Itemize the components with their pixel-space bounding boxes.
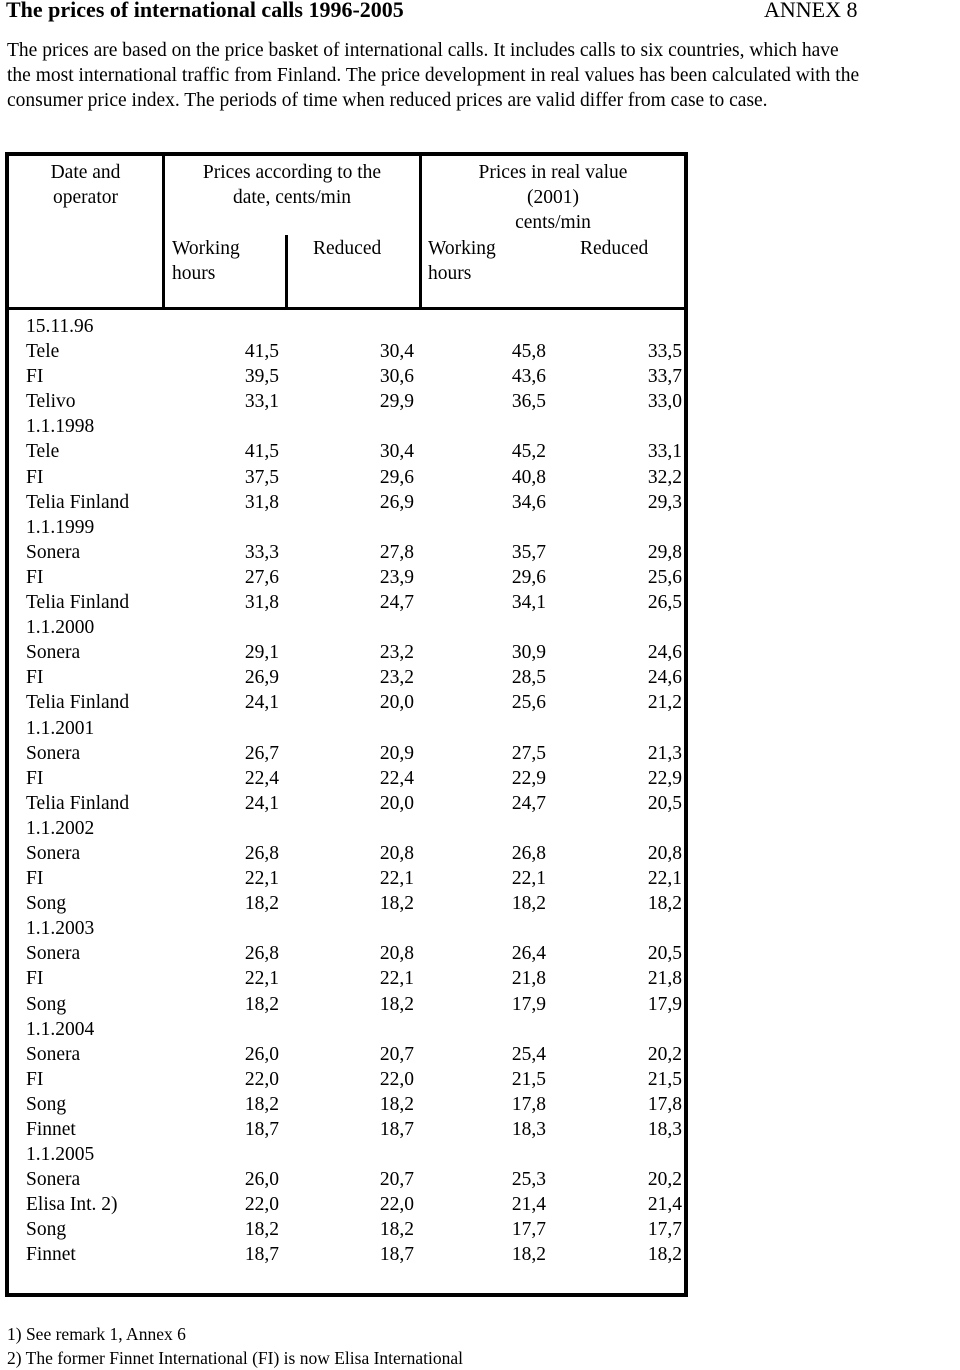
row-label: Sonera	[26, 842, 81, 864]
table-row	[9, 766, 692, 791]
real-reduced: 17,7	[647, 1219, 682, 1241]
real-reduced: 32,2	[647, 466, 682, 488]
real-reduced: 17,8	[647, 1093, 682, 1115]
row-label: 1.1.2001	[26, 717, 95, 739]
table-row	[9, 916, 692, 941]
real-working-hours: 28,5	[511, 667, 546, 689]
row-label: Sonera	[26, 1043, 81, 1065]
row-label: FI	[26, 466, 44, 488]
real-reduced: 22,9	[647, 767, 682, 789]
price-working-hours: 22,4	[244, 767, 279, 789]
row-label: Telia Finland	[26, 692, 130, 714]
real-reduced: 21,8	[647, 968, 682, 990]
price-reduced: 20,0	[379, 692, 414, 714]
real-working-hours: 45,8	[511, 341, 546, 363]
real-working-hours: 40,8	[511, 466, 546, 488]
price-working-hours: 22,1	[244, 868, 279, 890]
real-working-hours: 21,5	[511, 1068, 546, 1090]
table-row	[9, 1217, 692, 1242]
annex-label: ANNEX 8	[764, 0, 858, 22]
real-working-hours: 43,6	[511, 366, 546, 388]
subheader-reduced: Reduced	[313, 238, 382, 259]
real-working-hours: 17,7	[511, 1219, 546, 1241]
real-reduced: 18,2	[647, 893, 682, 915]
price-working-hours: 33,3	[244, 541, 279, 563]
footnote: 1) See remark 1, Annex 6	[7, 1324, 186, 1344]
table-row	[9, 1167, 692, 1192]
price-working-hours: 26,0	[244, 1169, 279, 1191]
price-working-hours: 26,9	[244, 667, 279, 689]
row-label: FI	[26, 667, 44, 689]
table-row	[9, 439, 692, 464]
row-label: Song	[26, 1219, 67, 1241]
row-label: Finnet	[26, 1244, 76, 1266]
price-working-hours: 39,5	[244, 366, 279, 388]
price-reduced: 22,1	[379, 968, 414, 990]
row-label: 1.1.2002	[26, 817, 95, 839]
table-row	[9, 515, 692, 540]
intro-line: consumer price index. The periods of time when reduced prices are valid differ from case to case.	[7, 90, 768, 111]
price-working-hours: 31,8	[244, 491, 279, 513]
table-row	[9, 389, 692, 414]
table-body	[9, 314, 692, 1268]
table-row	[9, 465, 692, 490]
price-working-hours: 18,2	[244, 993, 279, 1015]
row-label: FI	[26, 767, 44, 789]
real-reduced: 21,4	[647, 1194, 682, 1216]
price-working-hours: 18,2	[244, 893, 279, 915]
subheader-working-hours-real: Working hours	[428, 238, 496, 284]
real-working-hours: 18,3	[511, 1119, 546, 1140]
intro-line: the most international traffic from Finland. The price development in real values has been calculated with the	[7, 65, 860, 86]
real-reduced: 33,0	[647, 391, 682, 413]
subheader-working-hours: Working hours	[172, 238, 240, 284]
real-reduced: 17,9	[647, 993, 682, 1015]
row-label: Sonera	[26, 742, 81, 764]
row-label: 1.1.2003	[26, 918, 95, 940]
real-working-hours: 17,8	[511, 1093, 546, 1115]
real-reduced: 21,5	[647, 1068, 682, 1090]
price-reduced: 30,4	[379, 441, 414, 463]
real-reduced: 24,6	[647, 667, 682, 689]
price-reduced: 18,7	[379, 1244, 414, 1266]
footnote: 2) The former Finnet International (FI) is now Elisa International	[7, 1348, 464, 1368]
real-working-hours: 45,2	[511, 441, 546, 463]
price-working-hours: 24,1	[244, 692, 279, 714]
real-reduced: 29,3	[647, 491, 682, 513]
row-label: 1.1.2000	[26, 617, 95, 639]
price-reduced: 22,0	[379, 1194, 414, 1216]
real-working-hours: 27,5	[511, 742, 546, 764]
price-working-hours: 22,0	[244, 1194, 279, 1216]
price-working-hours: 31,8	[244, 592, 279, 614]
intro-line: The prices are based on the price basket of international calls. It includes calls to six countries, which have	[7, 40, 839, 61]
price-reduced: 18,2	[379, 893, 414, 915]
table-row	[9, 891, 692, 916]
row-label: Tele	[26, 441, 60, 463]
price-reduced: 22,0	[379, 1068, 414, 1090]
row-label: FI	[26, 566, 44, 588]
real-reduced: 24,6	[647, 642, 682, 664]
table-row	[9, 590, 692, 615]
price-reduced: 18,2	[379, 993, 414, 1015]
price-reduced: 27,8	[379, 541, 414, 563]
real-reduced: 29,8	[647, 541, 682, 563]
real-reduced: 20,8	[647, 842, 682, 864]
price-working-hours: 33,1	[244, 391, 279, 413]
row-label: Telia Finland	[26, 792, 130, 814]
price-working-hours: 41,5	[244, 441, 279, 463]
table-row	[9, 540, 692, 565]
real-working-hours: 22,1	[511, 868, 546, 890]
real-reduced: 21,2	[647, 692, 682, 714]
real-reduced: 20,2	[647, 1169, 682, 1191]
real-working-hours: 30,9	[511, 642, 546, 664]
price-working-hours: 24,1	[244, 792, 279, 814]
table-row	[9, 791, 692, 816]
group-header-nominal: Prices according to the date, cents/min	[202, 162, 382, 208]
table-row	[9, 1092, 692, 1117]
table-row	[9, 1242, 692, 1267]
row-label: FI	[26, 868, 44, 890]
table-row	[9, 1067, 692, 1092]
price-reduced: 29,6	[379, 466, 414, 488]
table-row	[9, 565, 692, 590]
real-working-hours: 26,4	[511, 943, 546, 965]
real-reduced: 26,5	[647, 592, 682, 614]
row-label: Sonera	[26, 642, 81, 664]
row-label: Elisa Int. 2)	[26, 1194, 118, 1216]
row-label: Telia Finland	[26, 592, 130, 614]
table-row	[9, 364, 692, 389]
real-working-hours: 36,5	[511, 391, 546, 413]
subheader-reduced-real: Reduced	[580, 238, 649, 259]
table-row	[9, 1192, 692, 1217]
price-working-hours: 29,1	[244, 642, 279, 664]
real-working-hours: 25,4	[511, 1043, 546, 1065]
real-working-hours: 18,2	[511, 1244, 546, 1266]
row-label: 15.11.96	[26, 316, 94, 337]
real-working-hours: 35,7	[511, 541, 546, 563]
real-reduced: 22,1	[647, 868, 682, 890]
row-label: FI	[26, 1068, 44, 1090]
real-working-hours: 18,2	[511, 893, 546, 915]
price-reduced: 18,7	[379, 1119, 414, 1140]
table-row	[9, 716, 692, 741]
price-reduced: 22,1	[379, 868, 414, 890]
table-row	[9, 1142, 692, 1167]
real-working-hours: 29,6	[511, 566, 546, 588]
intro-paragraph	[7, 38, 959, 113]
real-working-hours: 34,1	[511, 592, 546, 614]
row-label: 1.1.1998	[26, 416, 95, 438]
row-label: Sonera	[26, 943, 81, 965]
price-reduced: 26,9	[379, 491, 414, 513]
table-row	[9, 640, 692, 665]
real-reduced: 18,3	[647, 1119, 682, 1140]
real-working-hours: 34,6	[511, 491, 546, 513]
row-label: Song	[26, 893, 67, 915]
real-reduced: 33,1	[647, 441, 682, 463]
price-working-hours: 18,2	[244, 1093, 279, 1115]
table-row	[9, 992, 692, 1017]
table-row	[9, 1042, 692, 1067]
table-row	[9, 1017, 692, 1042]
footnotes	[7, 1322, 907, 1370]
price-reduced: 30,6	[379, 366, 414, 388]
row-label: 1.1.2005	[26, 1144, 95, 1166]
real-reduced: 20,5	[647, 792, 682, 814]
price-working-hours: 22,1	[244, 968, 279, 990]
price-working-hours: 41,5	[244, 341, 279, 363]
price-working-hours: 26,8	[244, 842, 279, 864]
price-reduced: 20,0	[379, 792, 414, 814]
real-working-hours: 21,4	[511, 1194, 546, 1216]
table-row	[9, 816, 692, 841]
row-label: FI	[26, 366, 44, 388]
price-reduced: 18,2	[379, 1219, 414, 1241]
price-working-hours: 27,6	[244, 566, 279, 588]
price-working-hours: 18,7	[244, 1244, 279, 1266]
price-reduced: 24,7	[379, 592, 414, 614]
row-label: 1.1.2004	[26, 1018, 95, 1040]
row-label: Telia Finland	[26, 491, 130, 513]
table-row	[9, 615, 692, 640]
price-reduced: 22,4	[379, 767, 414, 789]
price-working-hours: 18,7	[244, 1119, 279, 1140]
price-working-hours: 26,0	[244, 1043, 279, 1065]
price-reduced: 23,2	[379, 667, 414, 689]
price-reduced: 23,9	[379, 566, 414, 588]
price-reduced: 20,7	[379, 1169, 414, 1191]
price-reduced: 23,2	[379, 642, 414, 664]
price-working-hours: 22,0	[244, 1068, 279, 1090]
table-divider	[285, 235, 288, 310]
real-reduced: 25,6	[647, 566, 682, 588]
table-row	[9, 665, 692, 690]
price-reduced: 18,2	[379, 1093, 414, 1115]
real-working-hours: 22,9	[511, 767, 546, 789]
table-row	[9, 339, 692, 364]
price-working-hours: 37,5	[244, 466, 279, 488]
real-reduced: 20,2	[647, 1043, 682, 1065]
real-working-hours: 21,8	[511, 968, 546, 990]
price-reduced: 29,9	[379, 391, 414, 413]
price-working-hours: 18,2	[244, 1219, 279, 1241]
row-label: Sonera	[26, 1169, 81, 1191]
table-row	[9, 941, 692, 966]
page-title: The prices of international calls 1996-2005	[6, 0, 404, 22]
table-row	[9, 1117, 692, 1142]
table-row	[9, 314, 692, 339]
table-row	[9, 866, 692, 891]
prices-table	[5, 152, 688, 1297]
price-reduced: 20,8	[379, 943, 414, 965]
real-working-hours: 26,8	[511, 842, 546, 864]
real-reduced: 20,5	[647, 943, 682, 965]
row-label: Sonera	[26, 541, 81, 563]
price-reduced: 20,9	[379, 742, 414, 764]
price-reduced: 20,8	[379, 842, 414, 864]
row-label: 1.1.1999	[26, 516, 95, 538]
real-working-hours: 25,3	[511, 1169, 546, 1191]
table-row	[9, 741, 692, 766]
real-working-hours: 17,9	[511, 993, 546, 1015]
table-row	[9, 841, 692, 866]
table-row	[9, 414, 692, 439]
price-working-hours: 26,8	[244, 943, 279, 965]
real-working-hours: 24,7	[511, 792, 546, 814]
group-header-real: Prices in real value (2001) cents/min	[478, 162, 628, 233]
table-row	[9, 690, 692, 715]
real-working-hours: 25,6	[511, 692, 546, 714]
header-rule	[9, 307, 684, 310]
row-label: Finnet	[26, 1119, 76, 1140]
real-reduced: 33,5	[647, 341, 682, 363]
table-row	[9, 966, 692, 991]
row-label: Song	[26, 993, 67, 1015]
real-reduced: 21,3	[647, 742, 682, 764]
row-label: FI	[26, 968, 44, 990]
row-label: Song	[26, 1093, 67, 1115]
table-row	[9, 490, 692, 515]
price-reduced: 20,7	[379, 1043, 414, 1065]
real-reduced: 33,7	[647, 366, 682, 388]
col-header-date-operator: Date and operator	[50, 162, 121, 208]
row-label: Telivo	[26, 391, 76, 413]
price-working-hours: 26,7	[244, 742, 279, 764]
real-reduced: 18,2	[647, 1244, 682, 1266]
row-label: Tele	[26, 341, 60, 363]
price-reduced: 30,4	[379, 341, 414, 363]
page-header	[6, 0, 876, 23]
